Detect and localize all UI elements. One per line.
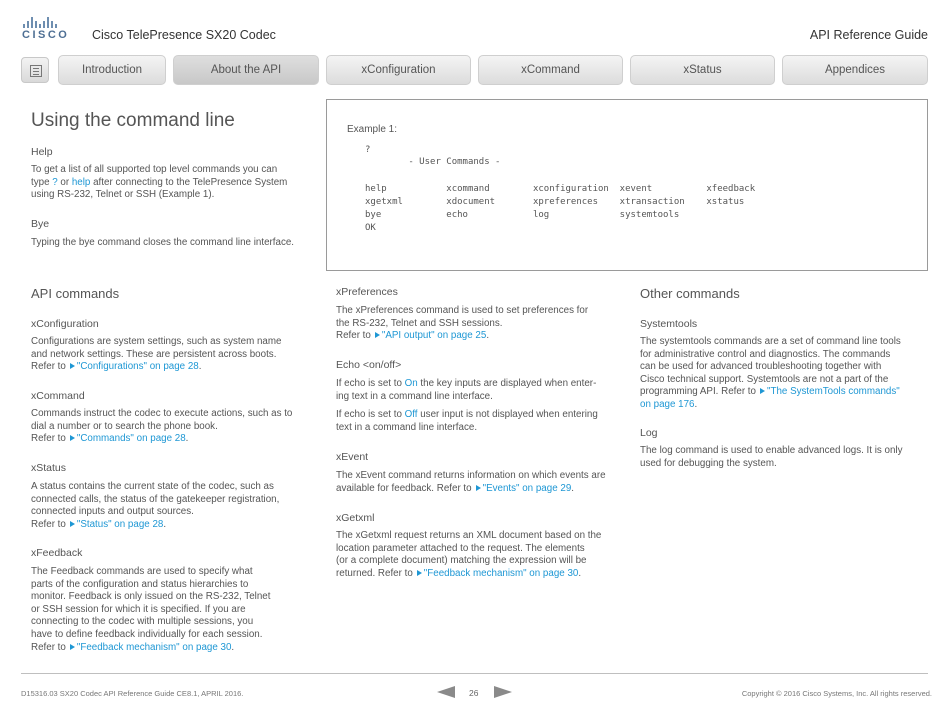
example-label: Example 1: <box>347 124 398 135</box>
tab-xcommand[interactable]: xCommand <box>478 55 623 85</box>
xgetxml-text: The xGetxml request returns an XML document based on the location parameter attached to the request. The elements (or a complete document) matching the expression will be returned. Refer to "Feedback mechanism" on page 30. <box>336 530 602 579</box>
log-text: The log command is used to enable advanced logs. It is only used for debugging the system. <box>640 445 903 469</box>
cisco-logo-bars-icon <box>23 16 64 28</box>
example-box <box>326 99 928 271</box>
xevent-heading: xEvent <box>336 451 369 463</box>
footer-divider <box>21 673 928 674</box>
tab-about-the-api[interactable]: About the API <box>173 55 319 85</box>
cisco-logo <box>22 16 70 41</box>
xpreferences-text: The xPreferences command is used to set preferences for the RS-232, Telnet and SSH sessions. Refer to "API output" on page 25. <box>336 305 589 342</box>
systemtools-heading: Systemtools <box>640 318 698 330</box>
xcommand-text: Commands instruct the codec to execute actions, such as to dial a number or to search the phone book. Refer to "Commands" on page 28. <box>31 408 293 445</box>
example-line-5: xgetxml xdocument xpreferences xtransaction xstatus <box>365 197 745 207</box>
echo-text-on: If echo is set to On the key inputs are displayed when enter- ing text in a command line interface. <box>336 378 597 402</box>
nav-tabs <box>0 55 950 85</box>
xgetxml-feedback-mechanism-link[interactable]: "Feedback mechanism" on page 30 <box>423 567 579 579</box>
log-heading: Log <box>640 427 658 439</box>
question-mark-link[interactable]: ? <box>52 176 58 188</box>
example-line-4: help xcommand xconfiguration xevent xfeedback <box>365 184 756 194</box>
page-title: Using the command line <box>31 110 235 131</box>
xgetxml-heading: xGetxml <box>336 512 375 524</box>
xconfiguration-text: Configurations are system settings, such as system name and network settings. These are persistent across boots. Refer to "Configurations" on page 28. <box>31 336 282 373</box>
previous-page-arrow-icon[interactable] <box>437 686 455 698</box>
tab-xconfiguration[interactable]: xConfiguration <box>326 55 471 85</box>
footer-document-id: D15316.03 SX20 Codec API Reference Guide CE8.1, APRIL 2016. <box>21 689 244 698</box>
xevent-text: The xEvent command returns information on which events are available for feedback. Refer to "Events" on page 29. <box>336 470 606 494</box>
link-arrow-icon <box>760 388 765 394</box>
xstatus-heading: xStatus <box>31 462 67 474</box>
guide-title: API Reference Guide <box>809 28 928 42</box>
echo-heading: Echo <on/off> <box>336 359 402 371</box>
xpreferences-heading: xPreferences <box>336 286 398 298</box>
link-arrow-icon <box>70 435 75 441</box>
page-header <box>0 0 950 50</box>
example-line-7: OK <box>365 223 376 233</box>
echo-on-value: On <box>404 378 418 389</box>
footer-copyright: Copyright © 2016 Cisco Systems, Inc. All rights reserved. <box>741 689 932 698</box>
toc-menu-button[interactable] <box>21 57 49 83</box>
example-line-2: - User Commands - <box>365 157 501 167</box>
systemtools-page-link[interactable]: on page 176 <box>640 398 695 410</box>
link-arrow-icon <box>70 521 75 527</box>
xcommand-heading: xCommand <box>31 390 85 402</box>
xconfiguration-heading: xConfiguration <box>31 318 99 330</box>
help-text: To get a list of all supported top level commands you can type ? or help after connecting to the TelePresence System using RS-232, Telnet or SSH (Example 1). <box>31 164 288 201</box>
list-icon <box>30 65 42 77</box>
next-page-arrow-icon[interactable] <box>494 686 512 698</box>
systemtools-commands-link[interactable]: "The SystemTools commands" <box>766 386 900 398</box>
tab-xstatus[interactable]: xStatus <box>630 55 775 85</box>
xfeedback-text: The Feedback commands are used to specify what parts of the configuration and status hierarchies to monitor. Feedback is only issued on the RS-232, Telnet or SSH session for which it is specified. If you are connecting to the codec with multiple sessions, you have to define feedback individually for each session. Refer to "Feedback mechanism" on page 30. <box>31 566 271 653</box>
api-output-link[interactable]: "API output" on page 25 <box>381 330 487 342</box>
help-link[interactable]: help <box>71 176 91 188</box>
tab-introduction[interactable]: Introduction <box>58 55 166 85</box>
echo-off-value: Off <box>404 409 418 420</box>
xfeedback-heading: xFeedback <box>31 547 83 559</box>
other-commands-heading: Other commands <box>640 286 740 301</box>
example-line-1: ? <box>365 145 371 155</box>
example-line-6: bye echo log systemtools <box>365 210 680 220</box>
cisco-logo-text: CISCO <box>22 29 70 41</box>
product-title: Cisco TelePresence SX20 Codec <box>92 28 276 42</box>
bye-heading: Bye <box>31 218 50 230</box>
api-commands-heading: API commands <box>31 286 120 301</box>
systemtools-text: The systemtools commands are a set of command line tools for administrative control and diagnostics. The commands can be used for advanced troubleshooting together with Cisco technical support. Systemtools are not a part of the programming API. Refer to "The SystemTools commands" on page 176. <box>640 336 901 410</box>
configurations-link[interactable]: "Configurations" on page 28 <box>76 361 199 373</box>
link-arrow-icon <box>375 332 380 338</box>
status-link[interactable]: "Status" on page 28 <box>76 518 164 530</box>
link-arrow-icon <box>476 485 481 491</box>
feedback-mechanism-link[interactable]: "Feedback mechanism" on page 30 <box>76 641 232 653</box>
tab-appendices[interactable]: Appendices <box>782 55 928 85</box>
bye-text: Typing the bye command closes the command line interface. <box>31 237 295 248</box>
commands-link[interactable]: "Commands" on page 28 <box>76 433 186 445</box>
link-arrow-icon <box>70 363 75 369</box>
page-number: 26 <box>469 688 479 698</box>
link-arrow-icon <box>417 570 422 576</box>
link-arrow-icon <box>70 644 75 650</box>
echo-text-off: If echo is set to Off user input is not displayed when entering text in a command line interface. <box>336 409 598 433</box>
events-link[interactable]: "Events" on page 29 <box>482 482 572 494</box>
help-heading: Help <box>31 146 53 158</box>
xstatus-text: A status contains the current state of the codec, such as connected calls, the status of the gatekeeper registration, connected inputs and output sources. Refer to "Status" on page 28. <box>31 481 280 530</box>
